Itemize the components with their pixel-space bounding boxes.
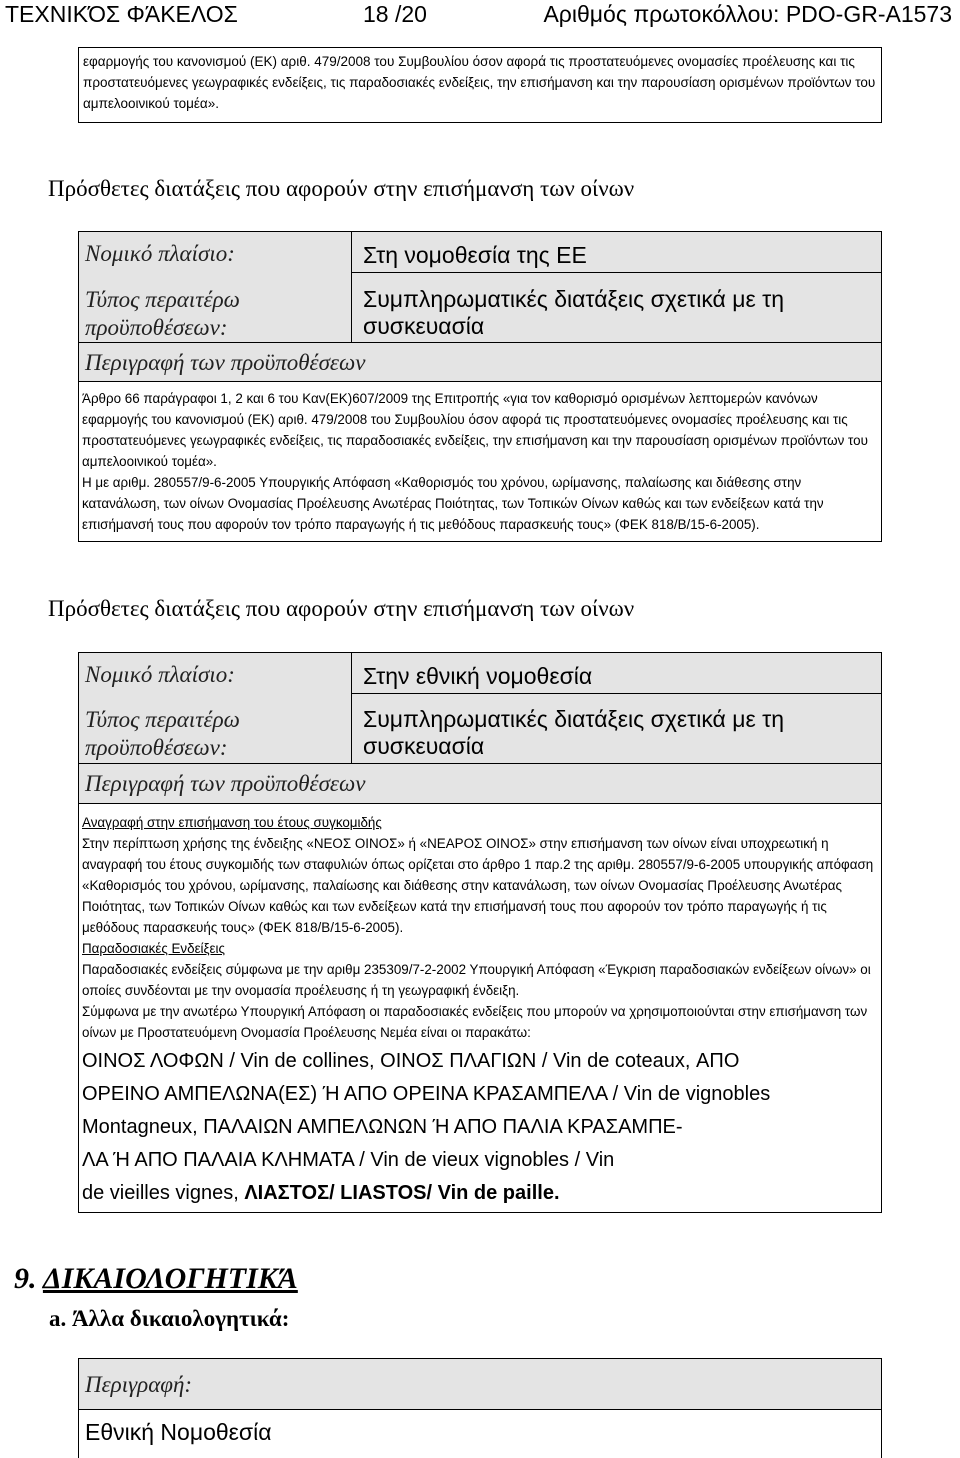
harvest-year-text: Στην περίπτωση χρήσης της ένδειξης «ΝΕΟΣ ΟΙΝΟΣ» ή «ΝΕΑΡΟΣ ΟΙΝΟΣ» στην επισήμανση των οίνων είναι υποχρεωτική η αναγραφή του έτους συγκομιδής των σταφυλιών όπως ορίζεται στο άρθρο 1 παρ.2 της αριθμ. 280557/9-6-2005 υπουργικής απόφαση «Καθορισμός του χρόνου, ωρίμανσης, παλαίωσης και διάθεσης στην κατανάλωση, των οίνων Ονομασίας Προέλευσης Ανωτέρας Ποιότητας, των Τοπικών Οίνων καθώς και των ενδείξεων κατά την επισήμανσή τους που αφορούν τον τρόπο παραγωγής ή τις μεθόδους παρασκευής τους» (ΦΕΚ 818/Β/15-6-2005). bbox=[82, 836, 874, 935]
section-9a-heading: a. Άλλα δικαιολογητικά: bbox=[49, 1306, 290, 1331]
legal-framework-value: Στη νομοθεσία της ΕΕ bbox=[363, 242, 587, 268]
terms-line: ΟΙΝΟΣ ΛΟΦΩΝ / Vin de collines, ΟΙΝΟΣ ΠΛΑΓΙΩΝ / Vin de coteaux, ΑΠΟ bbox=[82, 1050, 740, 1072]
eu-description-para2: Η με αριθμ. 280557/9-6-2005 Υπουργικής Απόφαση «Καθορισμός του χρόνου, ωρίμανσης, παλαίωσης και διάθεσης στην κατανάλωση, των οίνων Ονομασίας Προέλευσης Ανωτέρας Ποιότητας, των Τοπικών Οίνων καθώς και των ενδείξεων κατά την επισήμανσή τους που αφορούν τον τρόπο παραγωγής ή τις μεθόδους παρασκευής τους» (ΦΕΚ 818/Β/15-6-2005). bbox=[82, 475, 824, 532]
legal-framework-label: Νομικό πλαίσιο: bbox=[85, 241, 235, 266]
eu-requirements-table bbox=[78, 231, 882, 542]
page-number: 18 /20 bbox=[363, 1, 427, 27]
national-requirements-table bbox=[78, 652, 882, 1213]
section-heading-eu: Πρόσθετες διατάξεις που αφορούν στην επισήμανση των οίνων bbox=[48, 176, 635, 201]
continued-text-box bbox=[78, 47, 882, 123]
national-table-header bbox=[79, 653, 881, 803]
section-9-number: 9. bbox=[14, 1262, 37, 1295]
page-header bbox=[0, 0, 960, 32]
eu-description-para1: Άρθρο 66 παράγραφοι 1, 2 και 6 του Καν(ΕΚ)607/2009 της Επιτροπής «για τον καθορισμό ορισμένων λεπτομερών κανόνων εφαρμογής του κανονισμού (ΕΚ) αριθ. 479/2008 του Συμβουλίου όσον αφορά τις προστατευόμενες ονομασίες προέλευσης και τις προστατευόμενες γεωγραφικές ενδείξεις, τις παραδοσιακές ενδείξεις, την επισήμανση και την παρουσίαση ορισμένων προϊόντων του αμπελοοινικού τομέα». bbox=[82, 391, 868, 469]
terms-line: de vieilles vignes, ΛΙΑΣΤΟΣ/ LIASTOS/ Vin de paille. bbox=[82, 1182, 560, 1204]
section-9-title: ΔΙΚΑΙΟΛΟΓΗΤΙΚΆ bbox=[42, 1262, 298, 1295]
condition-type-value: Συμπληρωματικές διατάξεις σχετικά με τη συσκευασία bbox=[363, 706, 785, 759]
traditional-terms-list bbox=[79, 1043, 881, 1210]
description-label: Περιγραφή των προϋποθέσεων bbox=[85, 350, 366, 375]
harvest-year-title: Αναγραφή στην επισήμανση του έτους συγκομιδής bbox=[82, 815, 382, 830]
terms-line: ΛΑ Ή ΑΠΟ ΠΑΛΑΙΑ ΚΛΗΜΑΤΑ / Vin de vieux vignobles / Vin bbox=[82, 1149, 615, 1171]
other-documents-table bbox=[78, 1358, 882, 1458]
national-description-body bbox=[79, 808, 881, 1210]
protocol-number: Αριθμός πρωτοκόλλου: PDO-GR-A1573 bbox=[543, 1, 952, 27]
legal-framework-value: Στην εθνική νομοθεσία bbox=[363, 663, 593, 689]
traditional-terms-text2: Σύμφωνα με την ανωτέρω Υπουργική Απόφαση οι παραδοσιακές ενδείξεις που μπορούν να χρησιμοποιούνται στην επισήμανση των οίνων με Προστατευόμενη Ονομασία Προέλευσης Νεμέα είναι οι παρακάτω: bbox=[82, 1004, 868, 1040]
other-documents-desc-value: Εθνική Νομοθεσία bbox=[85, 1419, 272, 1445]
condition-type-label: Τύπος περαιτέρω προϋποθέσεων: bbox=[85, 707, 240, 760]
traditional-terms-text1: Παραδοσιακές ενδείξεις σύμφωνα με την αριθμ 235309/7-2-2002 Υπουργική Απόφαση «Έγκριση παραδοσιακών ενδείξεων οίνων» οι οποίες συνδέονται με την ονομασία προέλευσης ή τη γεωγραφική ένδειξη. bbox=[82, 962, 871, 998]
section-9-heading bbox=[14, 1262, 298, 1296]
description-label: Περιγραφή των προϋποθέσεων bbox=[85, 771, 366, 796]
other-documents-desc-label: Περιγραφή: bbox=[85, 1372, 193, 1397]
continued-text: εφαρμογής του κανονισμού (ΕΚ) αριθ. 479/2008 του Συμβουλίου όσον αφορά τις προστατευόμενες ονομασίες προέλευσης και τις προστατευόμενες γεωγραφικές ενδείξεις, τις παραδοσιακές ενδείξεις, την επισήμανση και την παρουσίαση ορισμένων προϊόντων του αμπελοοινικού τομέα». bbox=[83, 54, 876, 111]
liastos-term: ΛΙΑΣΤΟΣ/ LIASTOS/ Vin de paille. bbox=[244, 1182, 560, 1204]
document-title: ΤΕΧΝΙΚΌΣ ΦΆΚΕΛΟΣ bbox=[5, 1, 238, 27]
terms-line: Montagneux, ΠΑΛΑΙΩΝ ΑΜΠΕΛΩΝΩΝ Ή ΑΠΟ ΠΑΛΙΑ ΚΡΑΣΑΜΠΕ- bbox=[82, 1116, 683, 1138]
traditional-terms-title: Παραδοσιακές Ενδείξεις bbox=[82, 941, 225, 956]
eu-description-body bbox=[79, 384, 881, 535]
condition-type-label: Τύπος περαιτέρω προϋποθέσεων: bbox=[85, 287, 240, 340]
terms-line: ΟΡΕΙΝΟ ΑΜΠΕΛΩΝΑ(ΕΣ) Ή ΑΠΟ ΟΡΕΙΝΑ ΚΡΑΣΑΜΠΕΛΑ / Vin de vignobles bbox=[82, 1083, 771, 1105]
other-documents-header bbox=[79, 1359, 881, 1409]
eu-table-header bbox=[79, 232, 881, 381]
legal-framework-label: Νομικό πλαίσιο: bbox=[85, 662, 235, 687]
section-heading-national: Πρόσθετες διατάξεις που αφορούν στην επισήμανση των οίνων bbox=[48, 596, 635, 621]
condition-type-value: Συμπληρωματικές διατάξεις σχετικά με τη συσκευασία bbox=[363, 286, 785, 339]
